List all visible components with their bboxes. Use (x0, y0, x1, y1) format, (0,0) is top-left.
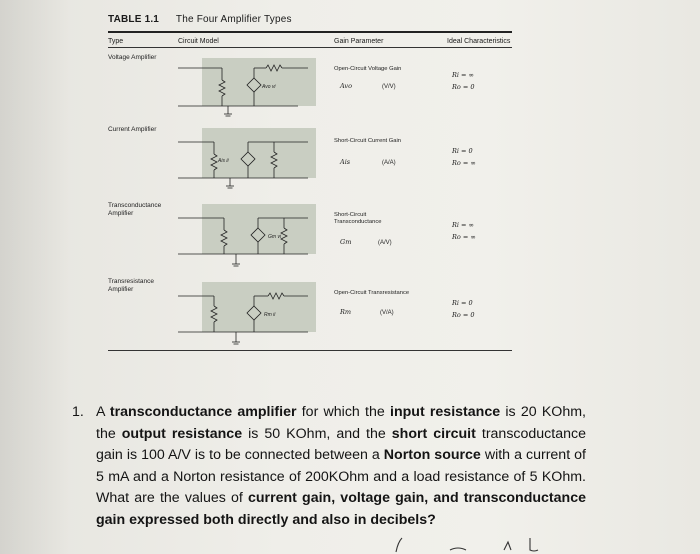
header-rule (108, 47, 512, 48)
gain-symbol-current: Ais (340, 158, 351, 166)
question-part: for which the (296, 404, 390, 420)
header-gain: Gain Parameter (334, 38, 384, 45)
gain-symbol-transresistance: Rm (340, 308, 352, 316)
gain-unit-current: (A/A) (382, 160, 396, 166)
ideal-ri-transresistance: Ri = 0 (452, 299, 473, 307)
gain-unit-transresistance: (V/A) (380, 310, 394, 316)
table-top-rule (108, 31, 512, 33)
source-label-voltage: Avo vi (262, 84, 276, 90)
header-circuit: Circuit Model (178, 38, 219, 45)
ideal-ro-transconductance: Ro = ∞ (452, 233, 476, 241)
page-shadow (0, 0, 70, 554)
circuit-diagram-transresistance (178, 280, 338, 348)
gain-name-voltage: Open-Circuit Voltage Gain (334, 66, 402, 72)
header-type: Type (108, 38, 124, 45)
row-type-transresistance (108, 278, 154, 294)
question-part: output resistance (121, 425, 243, 442)
ideal-ri-transconductance: Ri = ∞ (452, 221, 474, 229)
circuit-diagram-voltage (178, 54, 338, 120)
question-part: transconductance amplifier (109, 404, 297, 420)
gain-name-transconductance (334, 212, 381, 226)
ideal-ro-transresistance: Ro = 0 (452, 311, 475, 319)
gain-name-transresistance: Open-Circuit Transresistance (334, 290, 410, 296)
row-type-current: Current Amplifier (108, 126, 157, 133)
circuit-diagram-transconductance (178, 204, 338, 272)
gain-name-transconductance-line2: Transconductance (334, 219, 382, 225)
row-type-voltage: Voltage Amplifier (108, 54, 157, 61)
table-number: TABLE 1.1 (108, 14, 160, 25)
row-type-transresistance-line2: Amplifier (108, 286, 134, 293)
question-part: transcoductance gain is 100 A/V is to be connected between a (96, 425, 586, 464)
gain-name-current: Short-Circuit Current Gain (334, 138, 402, 144)
row-type-transresistance-line1: Transresistance (108, 278, 154, 285)
source-label-current: Ais ii (218, 158, 229, 164)
table-title (108, 14, 292, 25)
circuit-diagram-current (178, 128, 338, 194)
handwriting-scribble (380, 532, 580, 554)
row-type-transconductance-line1: Transconductance (108, 202, 162, 209)
gain-unit-voltage: (V/V) (382, 84, 396, 90)
ideal-ro-current: Ro = ∞ (452, 159, 476, 167)
question-part: short circuit (391, 425, 476, 442)
question-part: Norton source (383, 447, 481, 464)
question-part: current gain, voltage gain, and transconductance gain expressed both directly and also in decibels? (96, 490, 586, 528)
question-part: A (96, 404, 110, 420)
source-label-transresistance: Rm ii (264, 312, 276, 318)
header-ideal: Ideal Characteristics (447, 38, 511, 45)
row-type-transconductance (108, 202, 161, 218)
question-text (96, 402, 586, 532)
ideal-ro-voltage: Ro = 0 (452, 83, 475, 91)
question-part: input resistance (390, 404, 501, 420)
table-caption: The Four Amplifier Types (175, 14, 292, 25)
gain-symbol-transconductance: Gm (340, 238, 352, 246)
question-part: is 50 KOhm, and the (242, 425, 392, 442)
question-part: with a current of 5 mA and a Norton resistance of 200KOhm and a load resistance of 5 KOhm. What are the values of (96, 447, 586, 507)
ideal-ri-voltage: Ri = ∞ (452, 71, 474, 79)
row-type-transconductance-line2: Amplifier (108, 210, 134, 217)
source-label-transconductance: Gm vi (268, 234, 282, 240)
gain-name-transconductance-line1: Short-Circuit (334, 212, 367, 218)
question-part: is 20 KOhm, the (96, 404, 586, 442)
gain-symbol-voltage: Avo (340, 82, 353, 90)
gain-unit-transconductance: (A/V) (378, 240, 392, 246)
question-number: 1. (72, 404, 84, 420)
ideal-ri-current: Ri = 0 (452, 147, 473, 155)
table-bottom-rule (108, 350, 512, 351)
